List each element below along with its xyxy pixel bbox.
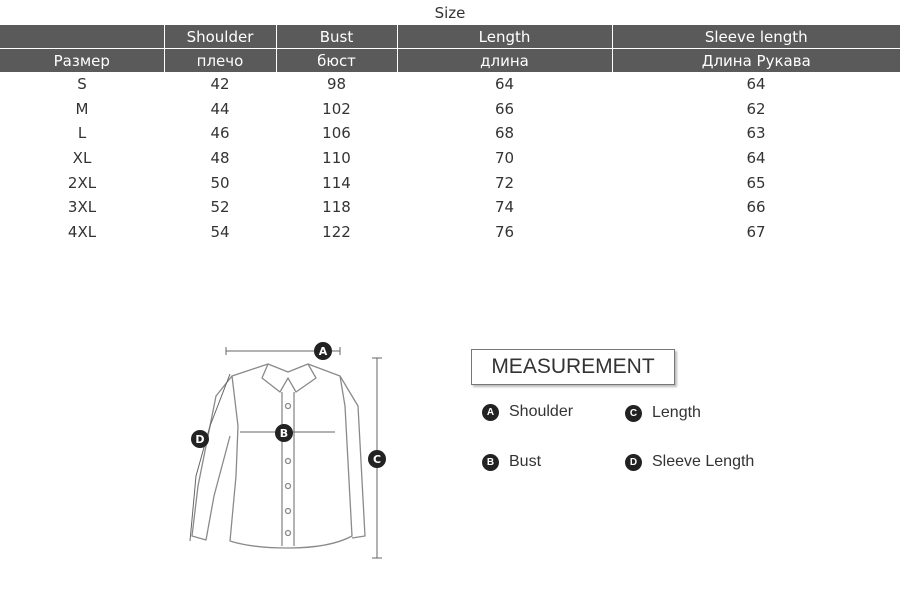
table-row xyxy=(0,195,900,220)
table-cell: 3XL xyxy=(67,198,97,217)
table-row xyxy=(0,97,900,122)
legend-label: Shoulder xyxy=(509,403,574,420)
table-cell: 102 xyxy=(322,99,351,118)
shirt-outline-icon xyxy=(180,336,400,568)
legend-label: Sleeve Length xyxy=(652,453,755,470)
table-cell: 114 xyxy=(322,173,351,192)
table-cell: 98 xyxy=(326,75,347,94)
table-cell: 118 xyxy=(322,198,351,217)
table-cell: 63 xyxy=(746,124,766,143)
table-cell: 52 xyxy=(210,198,230,217)
header-cell xyxy=(0,25,164,49)
table-row xyxy=(0,170,900,195)
table-cell: 64 xyxy=(494,75,515,94)
legend-label: Bust xyxy=(509,453,542,470)
header-row-russian xyxy=(0,49,900,73)
measurement-heading: MEASUREMENT xyxy=(471,349,675,385)
header-cell: Длина Рукава xyxy=(612,49,900,73)
table-cell: 67 xyxy=(746,222,766,241)
table-cell: 46 xyxy=(210,124,230,143)
legend-item-length xyxy=(625,404,701,422)
table-cell: 64 xyxy=(746,149,766,168)
table-cell: 4XL xyxy=(67,222,97,241)
badge-d-icon: D xyxy=(625,454,642,471)
table-cell: 48 xyxy=(210,149,230,168)
table-cell: 50 xyxy=(210,173,230,192)
table-cell: M xyxy=(75,99,89,118)
marker-a-label: A xyxy=(318,345,328,358)
badge-c-icon: C xyxy=(625,405,642,422)
badge-b-icon: B xyxy=(482,454,499,471)
header-cell: Length xyxy=(397,25,612,49)
legend-item-bust xyxy=(482,453,541,471)
header-cell: длина xyxy=(397,49,612,73)
table-cell: 72 xyxy=(494,173,515,192)
table-cell: 74 xyxy=(494,198,515,217)
table-row xyxy=(0,72,900,97)
legend-item-shoulder xyxy=(482,403,573,421)
header-cell: бюст xyxy=(276,49,397,73)
marker-b-label: B xyxy=(279,427,289,440)
badge-a-icon: A xyxy=(482,404,499,421)
table-row xyxy=(0,220,900,245)
table-cell: 65 xyxy=(746,173,766,192)
legend-item-sleeve-length xyxy=(625,453,754,471)
table-cell: 66 xyxy=(746,198,766,217)
table-cell: 54 xyxy=(210,222,230,241)
table-cell: 110 xyxy=(322,149,351,168)
table-row xyxy=(0,121,900,146)
marker-c-label: C xyxy=(372,453,382,466)
marker-d-label: D xyxy=(195,433,205,446)
header-cell: Shoulder xyxy=(164,25,276,49)
table-cell: 2XL xyxy=(67,173,97,192)
table-cell: XL xyxy=(72,149,92,168)
table-cell: 62 xyxy=(746,99,766,118)
header-cell: Bust xyxy=(276,25,397,49)
header-cell: Sleeve length xyxy=(612,25,900,49)
table-cell: S xyxy=(77,75,87,94)
size-chart-title: Size xyxy=(434,4,466,22)
table-cell: 42 xyxy=(210,75,230,94)
table-cell: 68 xyxy=(494,124,515,143)
header-cell: плечо xyxy=(164,49,276,73)
shirt-measurement-diagram xyxy=(180,336,400,568)
legend-label: Length xyxy=(652,404,701,421)
table-cell: L xyxy=(77,124,87,143)
table-cell: 64 xyxy=(746,75,766,94)
table-cell: 106 xyxy=(322,124,351,143)
header-row-english xyxy=(0,25,900,49)
size-table xyxy=(0,25,900,244)
table-cell: 122 xyxy=(322,222,351,241)
table-cell: 66 xyxy=(494,99,515,118)
table-row xyxy=(0,146,900,171)
table-cell: 44 xyxy=(210,99,230,118)
table-cell: 76 xyxy=(494,222,515,241)
table-cell: 70 xyxy=(494,149,515,168)
header-cell: Размер xyxy=(0,49,164,73)
